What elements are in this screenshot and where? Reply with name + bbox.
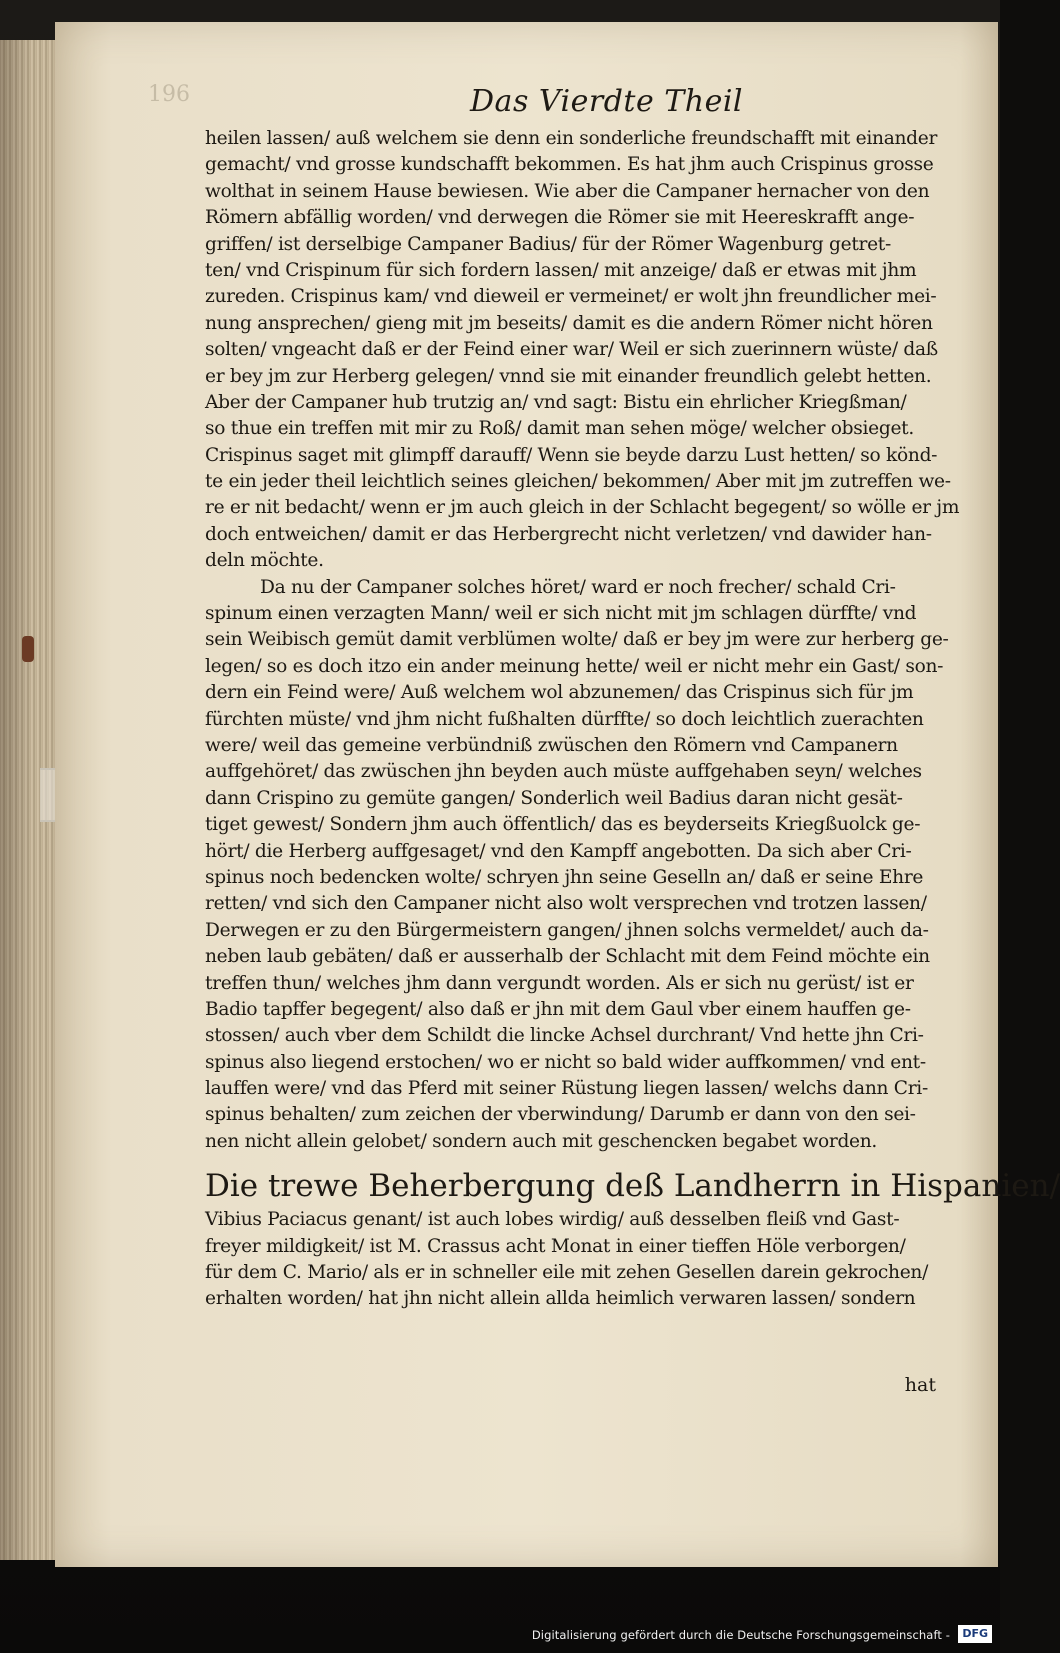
text-line: te ein jeder theil leichtlich seines gleichen/ bekommen/ Aber mit jm zutreffen we-: [205, 471, 951, 493]
text-line: spinus also liegend erstochen/ wo er nicht so bald wider auffkommen/ vnd ent-: [205, 1051, 926, 1073]
text-line: gemacht/ vnd grosse kundschafft bekommen. Es hat jhm auch Crispinus grosse: [205, 154, 934, 176]
text-line: spinus behalten/ zum zeichen der vberwindung/ Darumb er dann von den sei-: [205, 1104, 916, 1126]
text-line: Römern abfällig worden/ vnd derwegen die Römer sie mit Heereskrafft ange-: [205, 207, 915, 229]
text-line: treffen thun/ welches jhm dann vergundt worden. Als er sich nu gerüst/ ist er: [205, 972, 914, 994]
text-line: Crispinus saget mit glimpff darauff/ Wenn sie beyde darzu Lust hetten/ so könd-: [205, 444, 938, 466]
catchword: hat: [904, 1374, 936, 1396]
text-line: so thue ein treffen mit mir zu Roß/ damit man sehen möge/ welcher obsieget.: [205, 418, 914, 440]
text-line: fürchten müste/ vnd jhm nicht fußhalten dürffte/ so doch leichtlich zuerachten: [205, 708, 924, 730]
text-line: erhalten worden/ hat jhn nicht allein allda heimlich verwaren lassen/ sondern: [205, 1288, 916, 1310]
text-line: dern ein Feind were/ Auß welchem wol abzunemen/ das Crispinus sich für jm: [205, 682, 914, 704]
text-line: tiget gewest/ Sondern jhm auch öffentlich/ das es beyderseits Kriegßuolck ge-: [205, 814, 921, 836]
section-heading: Die trewe Beherbergung deß Landherrn in Hispanien/: [205, 1168, 1060, 1205]
text-line: lauffen were/ vnd das Pferd mit seiner Rüstung liegen lassen/ welchs dann Cri-: [205, 1078, 928, 1100]
text-line: nung ansprechen/ gieng mit jm beseits/ damit es die andern Römer nicht hören: [205, 312, 933, 334]
text-line: spinus noch bedencken wolte/ schryen jhn seine Geselln an/ daß er seine Ehre: [205, 866, 924, 888]
text-line: retten/ vnd sich den Campaner nicht also wolt versprechen vnd trotzen lassen/: [205, 893, 927, 915]
text-line: neben laub gebäten/ daß er ausserhalb der Schlacht mit dem Feind möchte ein: [205, 946, 930, 968]
text-line: were/ weil das gemeine verbündniß zwüschen den Römern vnd Campanern: [205, 734, 898, 756]
text-line: Vibius Paciacus genant/ ist auch lobes wirdig/ auß desselben fleiß vnd Gast-: [205, 1209, 900, 1231]
body-text: [205, 126, 1060, 1313]
text-line: nen nicht allein gelobet/ sondern auch mit geschencken begabet worden.: [205, 1130, 878, 1152]
text-line: stossen/ auch vber dem Schildt die lincke Achsel durchrant/ Vnd hette jhn Cri-: [205, 1025, 924, 1047]
text-line: auffgehöret/ das zwüschen jhn beyden auch müste auffgehaben seyn/ welches: [205, 761, 922, 783]
text-line: spinum einen verzagten Mann/ weil er sich nicht mit jm schlagen dürffte/ vnd: [205, 603, 917, 625]
text-line: hört/ die Herberg auffgesaget/ vnd den Kampff angebotten. Da sich aber Cri-: [205, 840, 912, 862]
dfg-logo: DFG: [958, 1625, 992, 1643]
text-line: dann Crispino zu gemüte gangen/ Sonderlich weil Badius daran nicht gesät-: [205, 787, 903, 809]
paragraph-start-line: Da nu der Campaner solches höret/ ward er noch frecher/ schald Cri-: [260, 576, 896, 598]
section-heading-line: [205, 1165, 1060, 1207]
text-line: er bey jm zur Herberg gelegen/ vnnd sie mit einander freundlich gelebt hetten.: [205, 365, 932, 387]
text-line: deln möchte.: [205, 550, 324, 572]
text-line: Aber der Campaner hub trutzig an/ vnd sagt: Bistu ein ehrlicher Kriegßman/: [205, 391, 907, 413]
text-line: freyer mildigkeit/ ist M. Crassus acht Monat in einer tieffen Höle verborgen/: [205, 1235, 906, 1257]
text-line: solten/ vngeacht daß er der Feind einer war/ Weil er sich zuerinnern wüste/ daß: [205, 339, 938, 361]
text-line: doch entweichen/ damit er das Herbergrecht nicht verletzen/ vnd dawider han-: [205, 523, 932, 545]
text-line: für dem C. Mario/ als er in schneller eile mit zehen Gesellen darein gekrochen/: [205, 1262, 929, 1284]
text-line: sein Weibisch gemüt damit verblümen wolte/ daß er bey jm were zur herberg ge-: [205, 629, 949, 651]
text-line: Badio tapffer begegent/ also daß er jhn mit dem Gaul vber einem hauffen ge-: [205, 998, 911, 1020]
text-line: Derwegen er zu den Bürgermeistern gangen/ jhnen solchs vermeldet/ auch da-: [205, 919, 929, 941]
page-number: 196: [148, 82, 190, 107]
text-line: ten/ vnd Crispinum für sich fordern lassen/ mit anzeige/ daß er etwas mit jhm: [205, 259, 917, 281]
text-line: wolthat in seinem Hause bewiesen. Wie aber die Campaner hernacher von den: [205, 180, 930, 202]
text-line: zureden. Crispinus kam/ vnd dieweil er vermeinet/ er wolt jhn freundlicher mei-: [205, 286, 937, 308]
running-head: Das Vierdte Theil: [470, 84, 744, 119]
text-line: re er nit bedacht/ wenn er jm auch gleich in der Schlacht begegent/ so wölle er jm: [205, 497, 960, 519]
text-line: griffen/ ist derselbige Campaner Badius/ für der Römer Wagenburg getret-: [205, 233, 891, 255]
text-line: heilen lassen/ auß welchem sie denn ein sonderliche freundschafft mit einander: [205, 128, 938, 149]
edge-stain: [22, 636, 34, 662]
text-line: legen/ so es doch itzo ein ander meinung hette/ weil er nicht mehr ein Gast/ son-: [205, 655, 944, 677]
digitization-note: Digitalisierung gefördert durch die Deutsche Forschungsgemeinschaft -: [531, 1628, 950, 1642]
